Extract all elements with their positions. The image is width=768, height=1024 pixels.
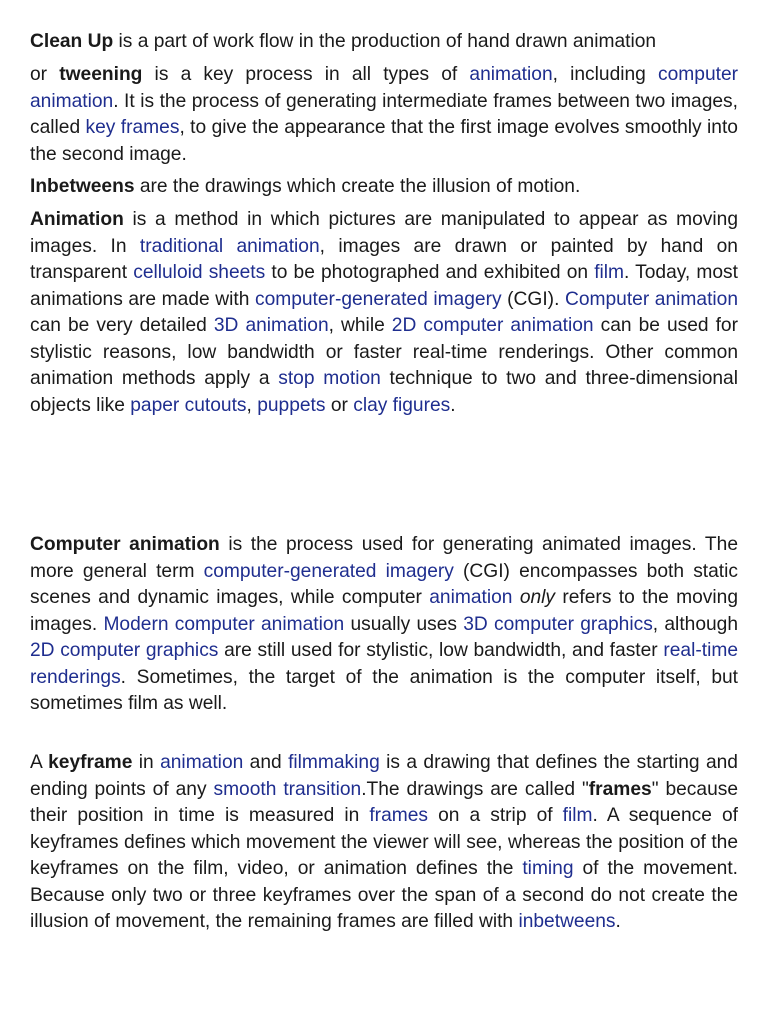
- text: is a key process in all types of: [142, 64, 470, 85]
- text: is a drawing that defines the starting and ending points of any: [30, 752, 738, 800]
- text: is a method in which pictures are manipulated to appear as moving images. In: [30, 209, 738, 257]
- link-clay-figures[interactable]: clay figures: [353, 394, 451, 416]
- paragraph-animation: [30, 207, 738, 419]
- text: or: [325, 394, 354, 416]
- text: refers to the moving images.: [30, 587, 738, 635]
- text: on a strip of: [427, 805, 563, 826]
- text: A: [30, 752, 49, 773]
- emphasis-only: only: [519, 587, 556, 608]
- link-inbetweens[interactable]: inbetweens: [518, 911, 616, 932]
- text: . A sequence of keyframes defines which movement the viewer will see, whereas the position of the keyframes on the film, video, or animation defines the: [30, 805, 738, 879]
- link-filmmaking[interactable]: filmmaking: [288, 752, 380, 773]
- term-keyframe: keyframe: [48, 752, 133, 773]
- term-tweening: tweening: [59, 64, 143, 85]
- term-computer-animation: Computer animation: [30, 534, 220, 555]
- text: , although: [652, 613, 739, 635]
- link-2d-computer-animation[interactable]: 2D computer animation: [391, 315, 594, 336]
- paragraph-inbetweens: [30, 174, 738, 201]
- paragraph-tweening: [30, 62, 738, 168]
- text: ,: [246, 394, 258, 416]
- link-3d-computer-graphics[interactable]: 3D computer graphics: [463, 613, 653, 635]
- text: is a part of work flow in the production of hand drawn animation: [113, 31, 657, 52]
- text: . Sometimes, the target of the animation is the computer itself, but sometimes film as well.: [30, 666, 738, 714]
- text: . It is the process of generating intermediate frames between two images, called: [30, 90, 738, 138]
- link-computer-generated-imagery[interactable]: computer-generated imagery: [254, 288, 502, 310]
- text: .: [450, 394, 456, 416]
- text: . Today, most animations are made with: [30, 262, 738, 310]
- text: , while: [328, 315, 392, 336]
- text: (CGI) encompasses both static scenes and dynamic images, while computer: [30, 560, 738, 608]
- link-modern-computer-animation[interactable]: Modern computer animation: [103, 613, 345, 635]
- paragraph-keyframe: [30, 750, 738, 936]
- link-traditional-animation[interactable]: traditional animation: [139, 235, 320, 257]
- text: .: [615, 911, 621, 932]
- link-film[interactable]: film: [562, 805, 593, 826]
- text: " because their position in time is measured in: [30, 778, 739, 826]
- link-celluloid-sheets[interactable]: celluloid sheets: [133, 262, 266, 283]
- text: are the drawings which create the illusion of motion.: [134, 176, 581, 197]
- text: can be very detailed: [30, 315, 214, 336]
- link-paper-cutouts[interactable]: paper cutouts: [130, 394, 247, 416]
- text: are still used for stylistic, low bandwidth, and faster: [218, 640, 664, 661]
- text: [512, 587, 519, 608]
- text: to be photographed and exhibited on: [265, 262, 595, 283]
- paragraph-computer-animation: [30, 532, 738, 718]
- text: and: [243, 752, 289, 773]
- link-timing[interactable]: timing: [522, 858, 574, 879]
- text: is the process used for generating animated images. The more general term: [30, 534, 738, 582]
- text: or: [30, 64, 60, 85]
- link-puppets[interactable]: puppets: [257, 394, 326, 416]
- text: of the movement. Because only two or three keyframes over the span of a second do not create the illusion of movement, the remaining frames are filled with: [30, 858, 738, 932]
- link-computer-animation[interactable]: computer animation: [30, 64, 739, 112]
- link-animation[interactable]: animation: [429, 587, 513, 608]
- text: , including: [552, 64, 659, 85]
- paragraph-clean-up: [30, 29, 738, 56]
- term-frames: frames: [588, 778, 652, 800]
- text: in: [132, 752, 161, 773]
- link-computer-generated-imagery[interactable]: computer-generated imagery: [203, 560, 454, 582]
- link-3d-animation[interactable]: 3D animation: [213, 315, 329, 336]
- link-animation[interactable]: animation: [160, 752, 244, 773]
- link-2d-computer-graphics[interactable]: 2D computer graphics: [30, 640, 219, 661]
- link-film[interactable]: film: [594, 262, 625, 283]
- link-stop-motion[interactable]: stop motion: [278, 368, 381, 389]
- term-clean-up: Clean Up: [30, 31, 114, 52]
- term-animation: Animation: [30, 209, 124, 230]
- text: , images are drawn or painted by hand on transparent: [30, 235, 738, 283]
- text: (CGI).: [501, 288, 565, 310]
- text: .The drawings are called ": [361, 778, 589, 800]
- link-animation[interactable]: animation: [469, 64, 553, 85]
- link-frames[interactable]: frames: [369, 805, 428, 826]
- link-computer-animation[interactable]: Computer animation: [564, 288, 739, 310]
- text: technique to two and three-dimensional objects like: [30, 368, 738, 416]
- text: can be used for stylistic reasons, low bandwidth or faster real-time renderings. Other common animation methods apply a: [30, 315, 738, 389]
- link-real-time-renderings[interactable]: real-time renderings: [30, 640, 738, 688]
- text: , to give the appearance that the first image evolves smoothly into the second image.: [30, 117, 738, 165]
- link-smooth-transition[interactable]: smooth transition: [213, 778, 362, 800]
- term-inbetweens: Inbetweens: [30, 176, 135, 197]
- link-key-frames[interactable]: key frames: [85, 117, 180, 138]
- text: usually uses: [344, 613, 464, 635]
